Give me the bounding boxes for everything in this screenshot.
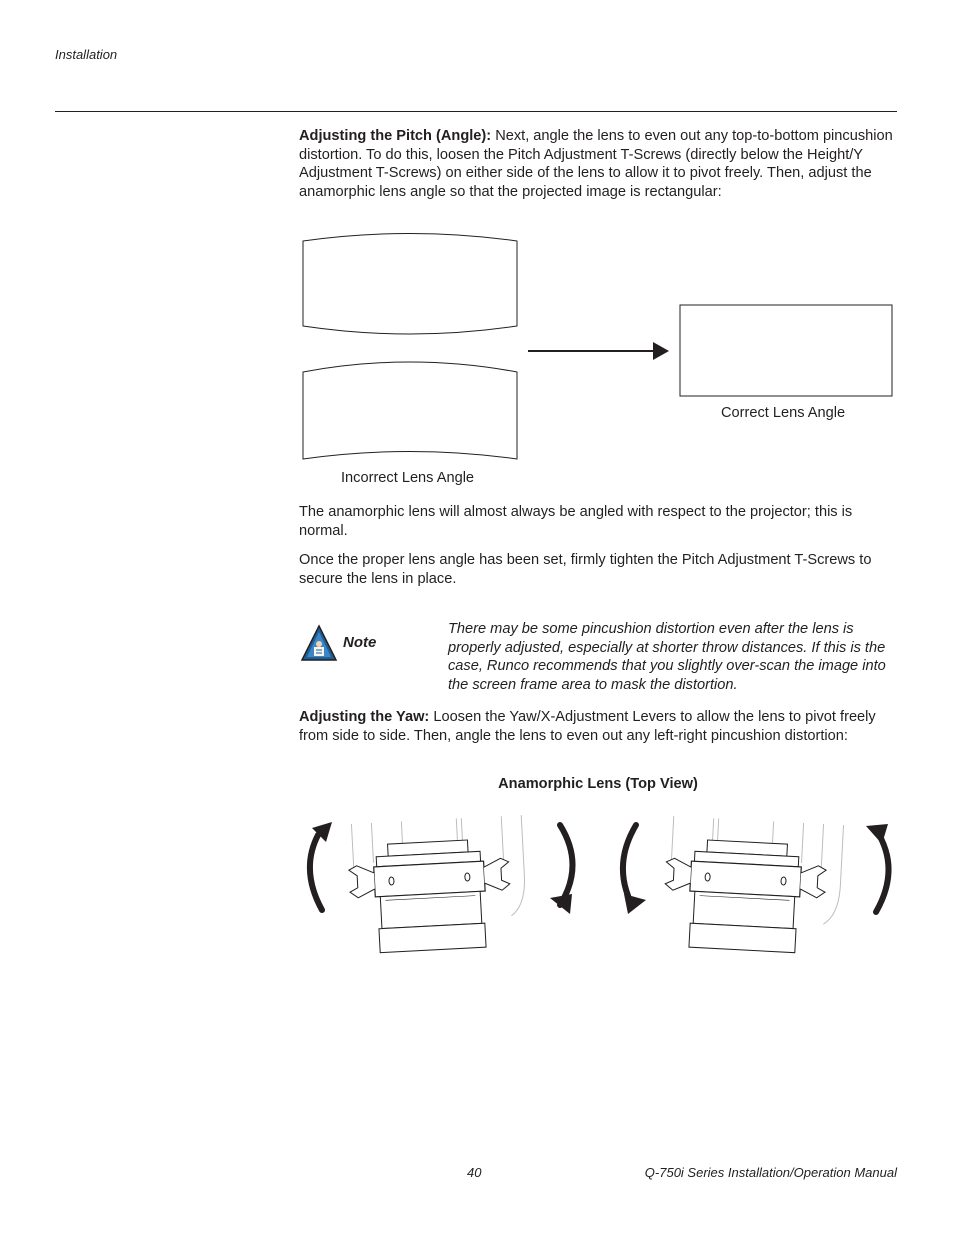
note-label: Note [343, 634, 377, 651]
pitch-heading: Adjusting the Pitch (Angle): [299, 128, 492, 144]
pitch-body: Next, angle the lens to even out any top-to-bottom pincushion distortion. To do this, loosen the Pitch Adjustment T-Screws (directly below the Height/Y Adjustment T-Screws) on either side of the lens to allow it to pivot freely. Then, adjust the anamorphic lens angle so that the projected image is rectangular: [299, 128, 893, 200]
note-text: There may be some pincushion distortion even after the lens is properly adjusted, especially at shorter throw distances. If this is the case, Runco recommends that you slightly over-scan the image into the screen frame area to mask the distortion. [448, 621, 886, 693]
rotate-arrow-left-down-icon [560, 825, 573, 905]
figure-title: Anamorphic Lens (Top View) [498, 776, 698, 792]
rotate-arrow-right-up-icon [876, 833, 889, 912]
rotate-arrow-left-up-icon [310, 835, 322, 910]
angled-paragraph: The anamorphic lens will almost always be angled with respect to the projector; this is normal. [299, 504, 853, 539]
tighten-paragraph: Once the proper lens angle has been set, firmly tighten the Pitch Adjustment T-Screws to secure the lens in place. [299, 552, 872, 587]
manual-title: Q-750i Series Installation/Operation Manual [644, 1165, 897, 1180]
incorrect-lens-label: Incorrect Lens Angle [341, 470, 475, 486]
rotate-arrow-right-down-icon [623, 825, 636, 905]
page-number: 40 [467, 1165, 482, 1180]
yaw-body: Loosen the Yaw/X-Adjustment Levers to allow the lens to pivot freely from side to side. Then, angle the lens to even out any left-right pincushion distortion: [299, 709, 876, 744]
right-lens-illustration [662, 816, 844, 955]
yaw-heading: Adjusting the Yaw: [299, 709, 430, 725]
correct-lens-label: Correct Lens Angle [721, 405, 846, 421]
left-lens-illustration [346, 815, 528, 954]
running-header: Installation [55, 47, 118, 62]
